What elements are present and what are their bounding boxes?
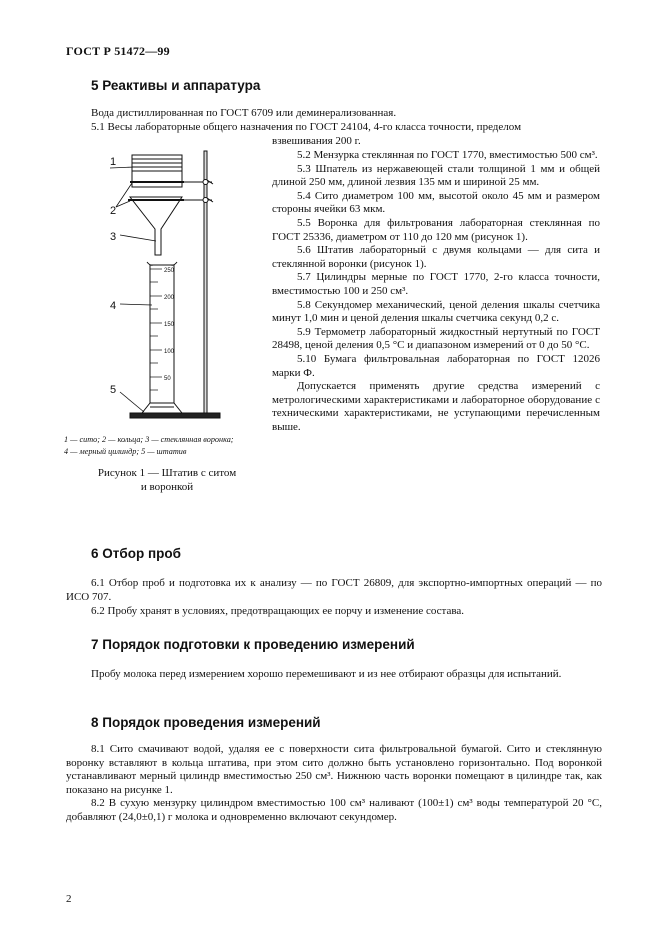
- item-8-1: 8.1 Сито смачивают водой, удаляя ее с поверхности сита фильтровальной бумагой. Сито и стеклянную воронку вставляют в кольца штатива, при этом сито должно быть установлено горизонтально. Под воронкой устанавливают мерный цилиндр вместимостью 250 см³. Нижнюю часть воронки помещают в цилиндре так, как показано на рисунке 1.: [66, 743, 602, 796]
- section-5-items: [272, 149, 600, 434]
- graduated-cylinder: [142, 262, 182, 413]
- section-7-text: Пробу молока перед измерением хорошо перемешивают и из нее отбирают образцы для испытаний.: [91, 668, 562, 680]
- figure-title-line2: и воронкой: [140, 481, 194, 493]
- item-5-8: 5.8 Секундомер механический, ценой деления шкалы счетчика минут 1,0 мин и ценой деления шкалы счетчика секунд 0,2 с.: [272, 298, 600, 325]
- item-5-7: 5.7 Цилиндры мерные по ГОСТ 1770, 2-го класса точности, вместимостью 100 и 250 см³.: [272, 271, 600, 297]
- part-label-1: 1: [110, 156, 117, 168]
- item-5-4: 5.4 Сито диаметром 100 мм, высотой около 45 мм и размером стороны ячейки 63 мкм.: [272, 189, 600, 216]
- section-6-title: 6 Отбор проб: [91, 546, 181, 561]
- part-label-5: 5: [110, 384, 117, 396]
- item-5-10: 5.10 Бумага фильтровальная лабораторная по ГОСТ 12026 марки Ф.: [272, 352, 600, 379]
- figure-stand-drawing: [100, 145, 268, 425]
- note-paragraph: Допускается применять другие средства измерений с метрологическими характеристиками и лабораторное оборудование с техническими характеристиками, не уступающими перечисленным выше.: [272, 380, 600, 433]
- section-5-intro: Вода дистиллированная по ГОСТ 6709 или деминерализованная.: [91, 107, 397, 119]
- item-5-2: 5.2 Мензурка стеклянная по ГОСТ 1770, вместимостью 500 см³.: [297, 149, 598, 161]
- item-6-1: 6.1 Отбор проб и подготовка их к анализу — по ГОСТ 26809, для экспортно-импортных операций — по ИСО 707.: [66, 577, 602, 603]
- section-8-body: [66, 743, 602, 825]
- section-5-title: 5 Реактивы и аппаратура: [91, 78, 261, 93]
- section-7-title: 7 Порядок подготовки к проведению измерений: [91, 637, 415, 652]
- scale-label-250: 250: [164, 268, 175, 274]
- item-5-1-line2: взвешивания 200 г.: [272, 135, 361, 147]
- document-header: ГОСТ Р 51472—99: [66, 44, 170, 58]
- scale-label-200: 200: [164, 295, 175, 301]
- scale-label-50: 50: [164, 376, 171, 382]
- part-label-2: 2: [110, 205, 117, 217]
- item-6-2: 6.2 Пробу хранят в условиях, предотвращающих ее порчу и изменение состава.: [91, 605, 465, 617]
- scale-label-100: 100: [164, 349, 175, 355]
- section-8-title: 8 Порядок проведения измерений: [91, 715, 321, 730]
- item-5-6: 5.6 Штатив лабораторный с двумя кольцами — для сита и стеклянной воронки (рисунок 1).: [272, 244, 600, 270]
- stand-base: [130, 413, 220, 418]
- item-5-1-line1: 5.1 Весы лабораторные общего назначения по ГОСТ 24104, 4-го класса точности, пределом: [91, 121, 522, 133]
- page-number: 2: [66, 893, 72, 905]
- part-label-3: 3: [110, 231, 117, 243]
- item-8-2: 8.2 В сухую мензурку цилиндром вместимостью 100 см³ наливают (100±1) см³ воды температурой 20 °С, добавляют (24,0±0,1) г молока и одновременно включают секундомер.: [66, 797, 602, 823]
- sieve: [130, 155, 184, 187]
- part-label-4: 4: [110, 300, 117, 312]
- scale-label-150: 150: [164, 322, 175, 328]
- stand-rod: [204, 151, 207, 413]
- item-5-5: 5.5 Воронка для фильтрования лабораторная стеклянная по ГОСТ 25336, диаметром от 110 до 120 мм (рисунок 1).: [272, 216, 600, 243]
- figure-legend-line1: 1 — сито; 2 — кольца; 3 — стеклянная воронка;: [64, 435, 234, 444]
- figure-title: [64, 466, 270, 494]
- item-5-3: 5.3 Шпатель из нержавеющей стали толщиной 1 мм и общей длиной 250 мм, длиной лезвия 135 мм и шириной 25 мм.: [272, 162, 600, 189]
- funnel: [128, 197, 184, 255]
- figure-legend-line2: 4 — мерный цилиндр; 5 — штатив: [64, 447, 187, 456]
- figure-title-line1: Рисунок 1 — Штатив с ситом: [97, 467, 237, 479]
- item-5-9: 5.9 Термометр лабораторный жидкостный нертутный по ГОСТ 28498, ценой деления 0,5 °С и диапазоном измерений от 0 до 50 °С.: [272, 325, 600, 352]
